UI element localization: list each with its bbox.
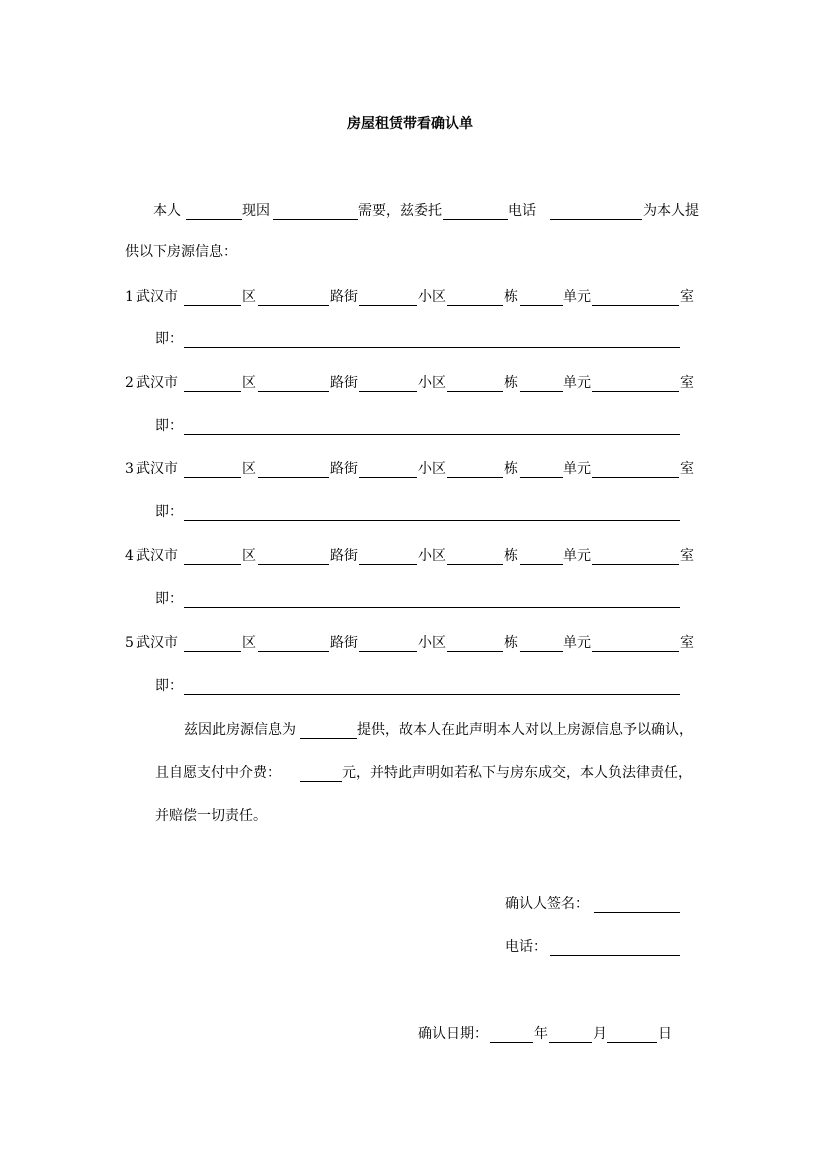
room-blank[interactable]	[592, 305, 679, 306]
building-blank[interactable]	[447, 564, 503, 565]
phone-label: 电话：	[505, 939, 547, 955]
unit-label: 单元	[563, 375, 591, 391]
statement-text-liability: 元，并特此声明如若私下与房东成交，本人负法律责任，	[342, 765, 692, 781]
district-label: 区	[242, 548, 256, 564]
property-city: 武汉市	[136, 548, 178, 564]
address-label: 即：	[155, 678, 183, 694]
address-row	[0, 500, 827, 524]
phone-row	[0, 935, 827, 959]
property-row	[0, 544, 827, 568]
road-label: 路街	[330, 375, 358, 391]
intro-text-phone: 电话	[508, 203, 536, 219]
building-label: 栋	[504, 375, 518, 391]
address-blank[interactable]	[184, 347, 680, 348]
phone-blank[interactable]	[550, 955, 680, 956]
address-label: 即：	[155, 504, 183, 520]
intro-text-info: 供以下房源信息：	[125, 244, 237, 260]
address-blank[interactable]	[184, 607, 680, 608]
property-row	[0, 631, 827, 655]
district-label: 区	[242, 461, 256, 477]
room-label: 室	[680, 461, 694, 477]
day-blank[interactable]	[607, 1042, 657, 1043]
month-blank[interactable]	[549, 1042, 592, 1043]
district-label: 区	[242, 289, 256, 305]
community-blank[interactable]	[359, 651, 417, 652]
statement-line-3	[0, 804, 827, 828]
date-label: 确认日期：	[418, 1026, 488, 1042]
month-label: 月	[593, 1026, 607, 1042]
district-blank[interactable]	[184, 391, 241, 392]
room-label: 室	[680, 635, 694, 651]
community-blank[interactable]	[359, 477, 417, 478]
unit-label: 单元	[563, 548, 591, 564]
year-blank[interactable]	[490, 1042, 533, 1043]
room-label: 室	[680, 289, 694, 305]
unit-blank[interactable]	[520, 391, 563, 392]
property-number: 1	[125, 289, 134, 305]
intro-text-entrust: 需要，兹委托	[358, 203, 442, 219]
community-blank[interactable]	[359, 305, 417, 306]
building-label: 栋	[504, 548, 518, 564]
room-blank[interactable]	[592, 391, 679, 392]
unit-label: 单元	[563, 289, 591, 305]
unit-blank[interactable]	[520, 477, 563, 478]
intro-text-reason: 现因	[242, 203, 270, 219]
building-label: 栋	[504, 635, 518, 651]
unit-blank[interactable]	[520, 305, 563, 306]
statement-line-2	[0, 761, 827, 785]
road-label: 路街	[330, 548, 358, 564]
road-blank[interactable]	[258, 305, 329, 306]
address-row	[0, 327, 827, 351]
unit-label: 单元	[563, 461, 591, 477]
day-label: 日	[658, 1026, 672, 1042]
provider-blank[interactable]	[300, 738, 357, 739]
building-blank[interactable]	[447, 305, 503, 306]
community-blank[interactable]	[359, 564, 417, 565]
room-blank[interactable]	[592, 564, 679, 565]
address-row	[0, 414, 827, 438]
intro-line-1	[0, 199, 827, 223]
community-label: 小区	[418, 635, 446, 651]
district-blank[interactable]	[184, 564, 241, 565]
intro-text-provide: 为本人提	[643, 203, 699, 219]
road-blank[interactable]	[258, 477, 329, 478]
road-blank[interactable]	[258, 391, 329, 392]
building-blank[interactable]	[447, 651, 503, 652]
building-label: 栋	[504, 289, 518, 305]
road-blank[interactable]	[258, 564, 329, 565]
room-label: 室	[680, 548, 694, 564]
address-blank[interactable]	[184, 434, 680, 435]
community-label: 小区	[418, 461, 446, 477]
community-blank[interactable]	[359, 391, 417, 392]
statement-text-compensate: 并赔偿一切责任。	[155, 808, 267, 824]
address-label: 即：	[155, 418, 183, 434]
property-city: 武汉市	[136, 461, 178, 477]
intro-line-2	[0, 240, 827, 264]
property-city: 武汉市	[136, 375, 178, 391]
signature-row	[0, 892, 827, 916]
road-blank[interactable]	[258, 651, 329, 652]
property-number: 3	[125, 461, 134, 477]
date-row	[0, 1022, 827, 1046]
room-label: 室	[680, 375, 694, 391]
building-blank[interactable]	[447, 391, 503, 392]
community-label: 小区	[418, 289, 446, 305]
fee-blank[interactable]	[300, 781, 342, 782]
property-city: 武汉市	[136, 635, 178, 651]
property-number: 4	[125, 548, 134, 564]
district-label: 区	[242, 635, 256, 651]
room-blank[interactable]	[592, 651, 679, 652]
district-label: 区	[242, 375, 256, 391]
community-label: 小区	[418, 548, 446, 564]
statement-text-source: 兹因此房源信息为	[184, 722, 296, 738]
district-blank[interactable]	[184, 477, 241, 478]
agent-blank[interactable]	[443, 219, 508, 220]
statement-text-fee: 且自愿支付中介费：	[155, 765, 281, 781]
address-blank[interactable]	[184, 694, 680, 695]
property-number: 2	[125, 375, 134, 391]
property-row	[0, 371, 827, 395]
statement-text-confirm: 提供，故本人在此声明本人对以上房源信息予以确认，	[357, 722, 693, 738]
building-blank[interactable]	[447, 477, 503, 478]
property-row	[0, 285, 827, 309]
document-title: 房屋租赁带看确认单	[347, 116, 473, 132]
district-blank[interactable]	[184, 651, 241, 652]
address-label: 即：	[155, 331, 183, 347]
unit-blank[interactable]	[520, 651, 563, 652]
road-label: 路街	[330, 289, 358, 305]
property-number: 5	[125, 635, 134, 651]
address-blank[interactable]	[184, 520, 680, 521]
room-blank[interactable]	[592, 477, 679, 478]
signature-blank[interactable]	[594, 912, 680, 913]
unit-blank[interactable]	[520, 564, 563, 565]
district-blank[interactable]	[184, 305, 241, 306]
reason-blank[interactable]	[273, 219, 358, 220]
signer-label: 确认人签名：	[505, 896, 589, 912]
intro-text-self: 本人	[153, 203, 181, 219]
address-row	[0, 587, 827, 611]
agent-phone-blank[interactable]	[550, 219, 642, 220]
community-label: 小区	[418, 375, 446, 391]
road-label: 路街	[330, 635, 358, 651]
property-city: 武汉市	[136, 289, 178, 305]
title-line	[0, 112, 827, 136]
address-row	[0, 674, 827, 698]
building-label: 栋	[504, 461, 518, 477]
unit-label: 单元	[563, 635, 591, 651]
property-row	[0, 457, 827, 481]
name-blank[interactable]	[186, 219, 242, 220]
road-label: 路街	[330, 461, 358, 477]
address-label: 即：	[155, 591, 183, 607]
statement-line-1	[0, 718, 827, 742]
year-label: 年	[534, 1026, 548, 1042]
